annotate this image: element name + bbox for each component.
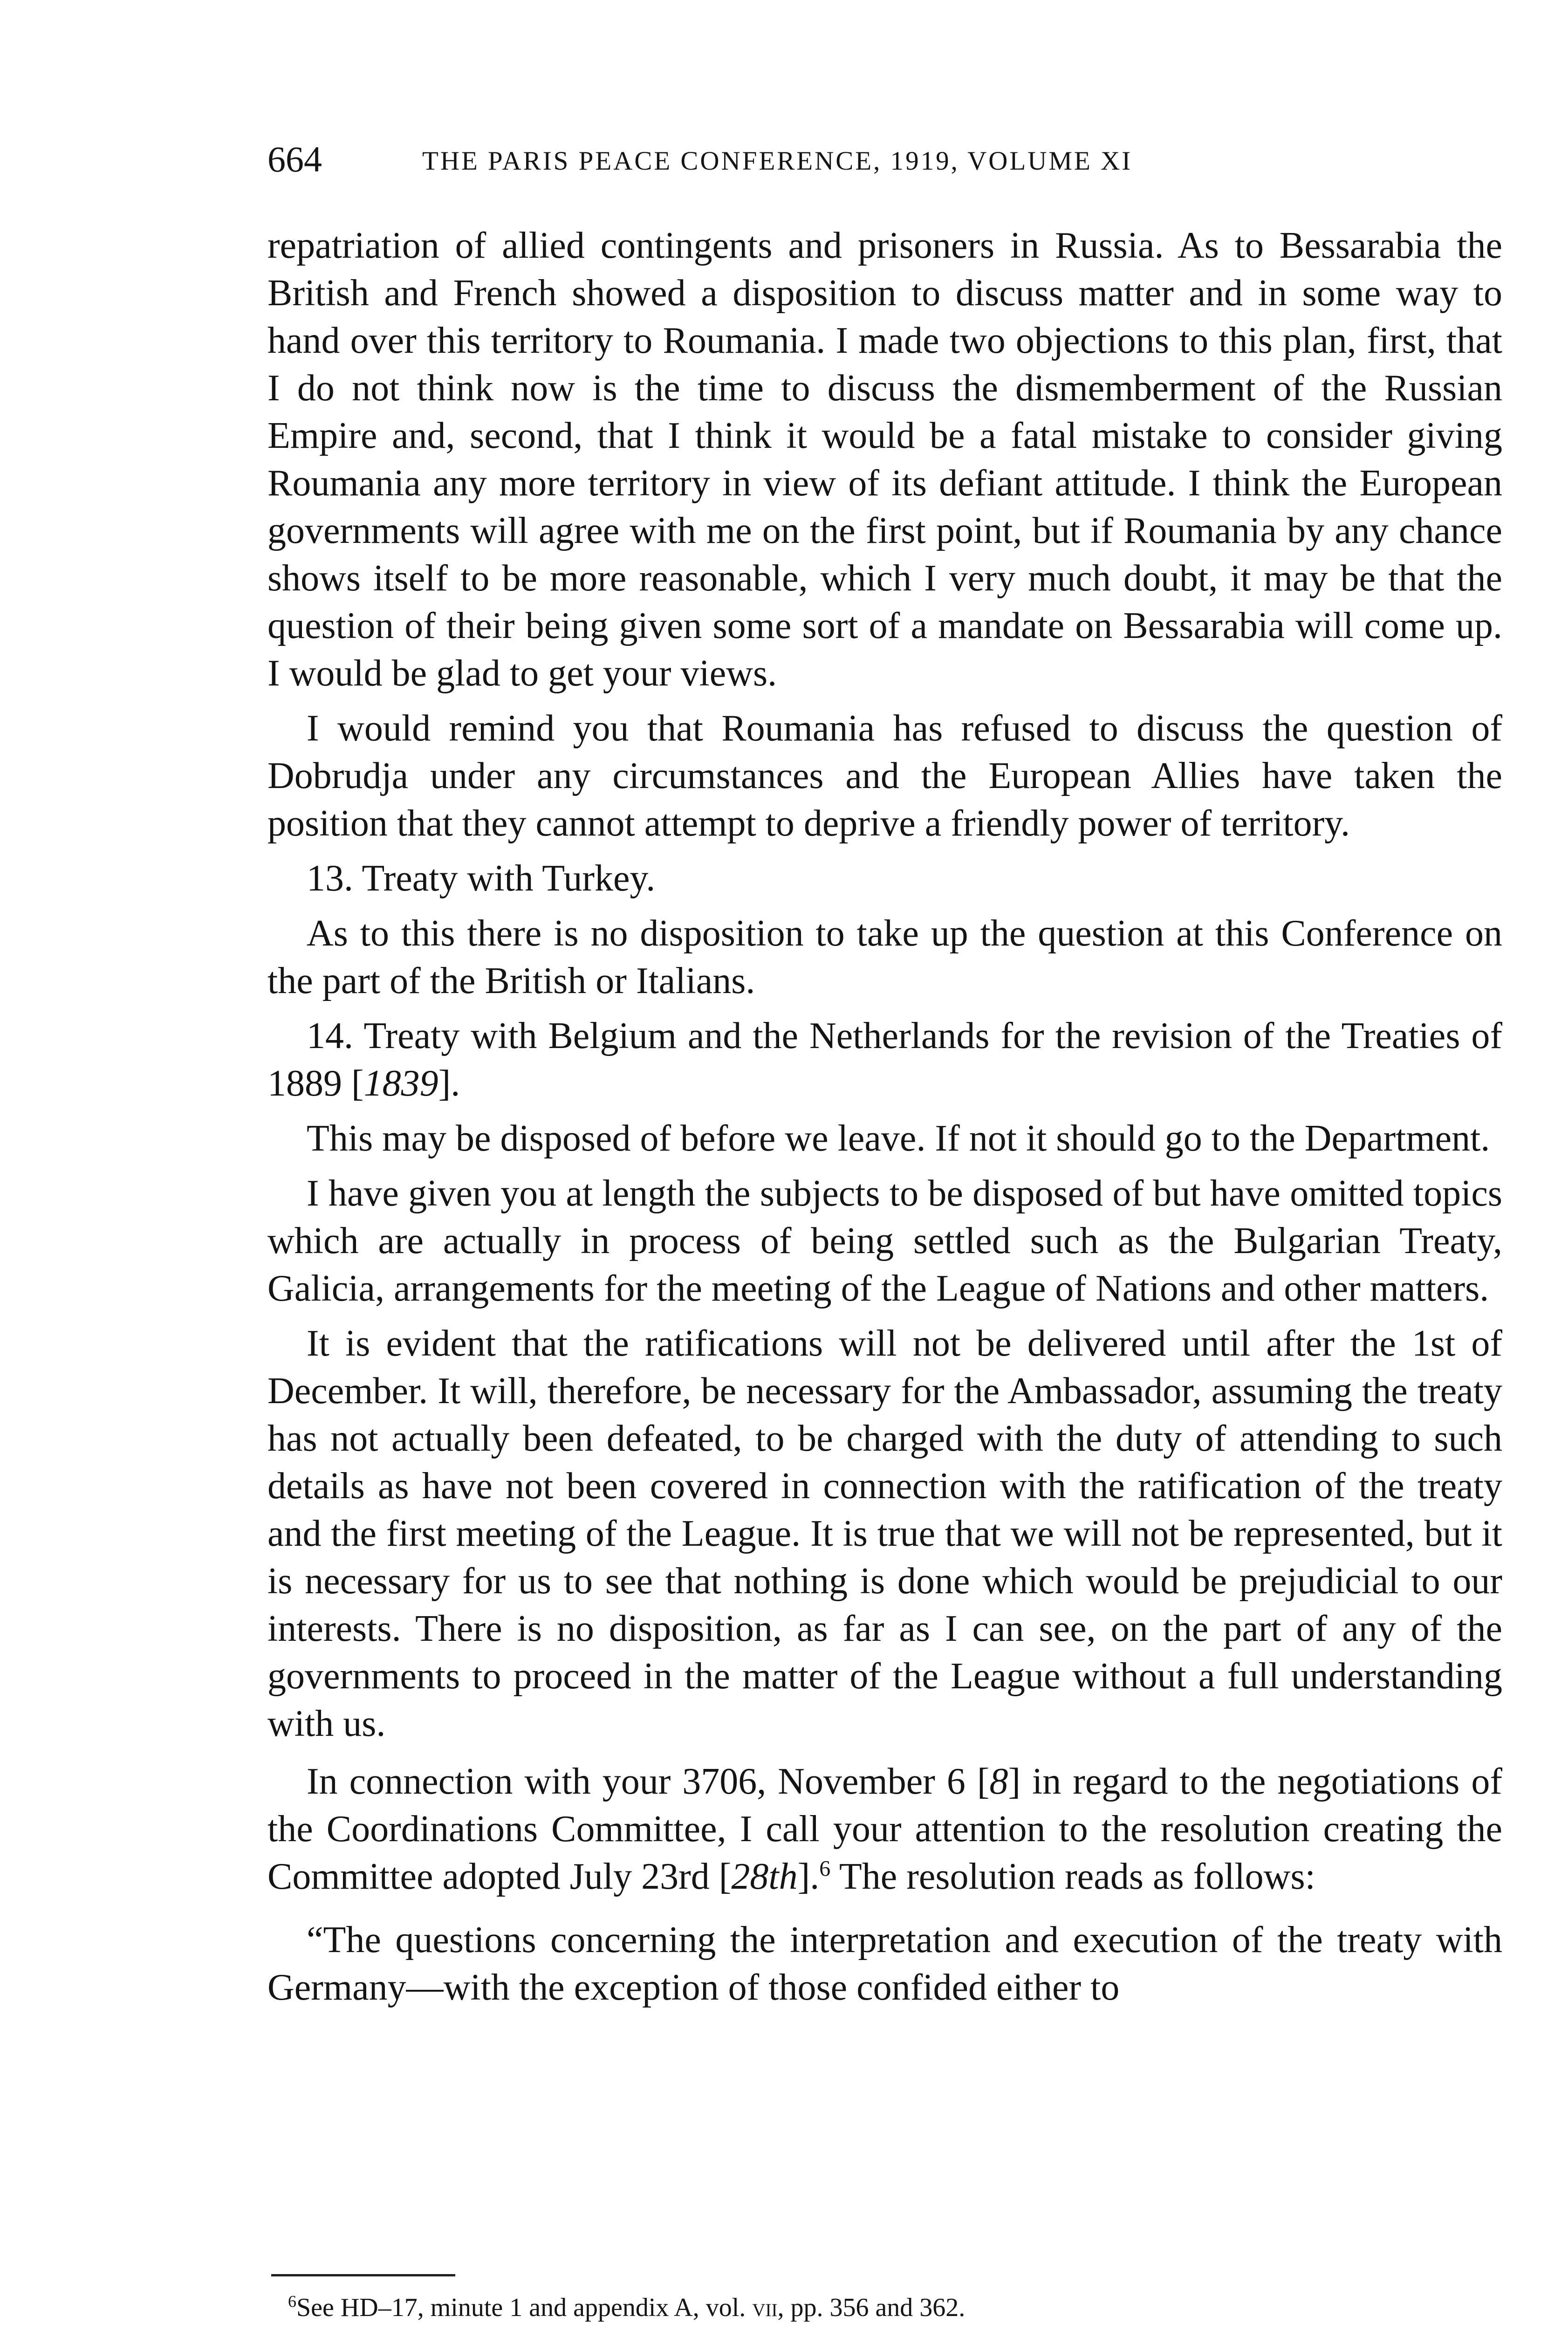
coordination-text-a: In connection with your 3706, November 6 [ — [307, 1761, 990, 1802]
paragraph-subjects: I have given you at length the subjects to be disposed of but have omitted topics which are actually in process of being settled such as the Bulgarian Treaty, Galicia, arrangements for the meeting of the League of Nations and other matters. — [267, 1173, 1502, 1309]
footnote-divider — [271, 2274, 455, 2276]
running-title: THE PARIS PEACE CONFERENCE, 1919, VOLUME XI — [422, 146, 1133, 176]
belgium-year-correction: 1839 — [363, 1063, 438, 1104]
page-number: 664 — [267, 139, 322, 179]
footnote-text-a: See HD–17, minute 1 and appendix A, vol. — [296, 2293, 753, 2322]
item-treaty-turkey: 13. Treaty with Turkey. — [307, 858, 656, 899]
date-correction-november: 8 — [989, 1761, 1008, 1802]
footnote — [288, 2289, 1481, 2326]
item-treaty-belgium — [267, 1012, 1502, 1107]
belgium-text: 14. Treaty with Belgium and the Netherlands for the revision of the Treaties of 1889 [ — [267, 1015, 1502, 1104]
quoted-resolution: “The questions concerning the interpretation and execution of the treaty with Germany—with the exception of those confided either to — [267, 1919, 1502, 2008]
paragraph-coordination — [267, 1758, 1502, 1900]
body-text — [267, 222, 1502, 2011]
date-correction-july: 28th — [731, 1856, 798, 1897]
coordination-text-d: The resolution reads as follows: — [830, 1856, 1315, 1897]
page-header — [267, 136, 1502, 183]
paragraph-ratifications: It is evident that the ratifications will not be delivered until after the 1st of December. It will, therefore, be necessary for the Ambassador, assuming the treaty has not actually been defeated, to be charged with the duty of attending to such details as have not been covered in connection with the ratification of the treaty and the first meeting of the League. It is true that we will not be represented, but it is necessary for us to see that nothing is done which would be prejudicial to our interests. There is no disposition, as far as I can see, on the part of any of the governments to proceed in the matter of the League without a full understanding with us. — [267, 1323, 1502, 1744]
footnote-marker: 6 — [288, 2292, 296, 2311]
paragraph-repatriation: repatriation of allied contingents and prisoners in Russia. As to Bessarabia the British and French showed a disposition to discuss matter and in some way to hand over this territory to Roumania. I made two objections to this plan, first, that I do not think now is the time to discuss the dismemberment of the Russian Empire and, second, that I think it would be a fatal mistake to consider giving Roumania any more territory in view of its defiant attitude. I think the European governments will agree with me on the first point, but if Roumania by any chance shows itself to be more reasonable, which I very much doubt, it may be that the question of their being given some sort of a mandate on Bessarabia will come up. I would be glad to get your views. — [267, 225, 1502, 694]
paragraph-department: This may be disposed of before we leave. If not it should go to the Department. — [307, 1118, 1490, 1159]
paragraph-dobrudja: I would remind you that Roumania has refused to discuss the question of Dobrudja under any circumstances and the European Allies have taken the position that they cannot attempt to deprive a friendly power of territory. — [267, 708, 1502, 844]
footnote-reference: 6 — [819, 1856, 831, 1881]
coordination-text-c: ]. — [797, 1856, 820, 1897]
coordination-text-b: ] in regard to the negotiations of the Coordinations Committee, I call your attention to the resolution creating the Committee adopted July 23rd [ — [267, 1761, 1502, 1897]
footnote-volume: vii — [752, 2293, 778, 2322]
footnote-text-b: , pp. 356 and 362. — [777, 2293, 965, 2322]
belgium-close: ]. — [438, 1063, 460, 1104]
paragraph-turkey: As to this there is no disposition to take up the question at this Conference on the part of the British or Italians. — [267, 913, 1502, 1001]
